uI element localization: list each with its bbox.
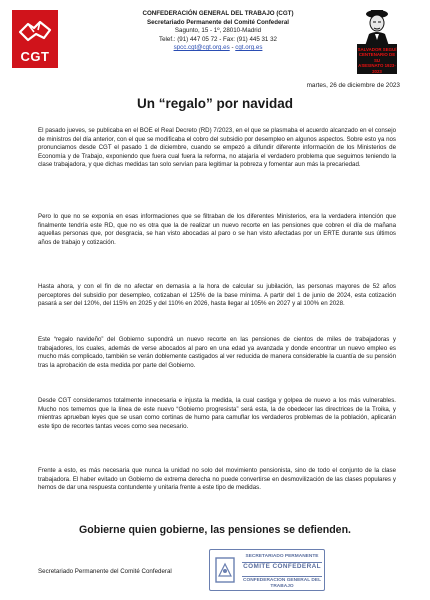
email-link[interactable]: spcc.cgt@cgt.org.es (173, 44, 230, 52)
body-paragraph: Este “regalo navideño” del Gobierno supondrá un nuevo recorte en las pensiones de cientos de miles de trabajadoras y trabajadores, los cuales, además de verse abocados al paro en una edad ya avanzada y donde encontrar un nuevo empleo es mucho más complicado, también se verán doblemente castigados al ver reducida de manera considerable la cuantía de su pensión tras la aprobación de esta medida por parte del Gobierno. (38, 336, 396, 369)
logo-wordmark: CGT (20, 49, 50, 64)
department: Secretariado Permanente del Comité Confederal (146, 18, 289, 26)
stamp-line-2: COMITE CONFEDERAL (243, 563, 321, 570)
address: Sagunto, 15 - 1º, 28010-Madrid (174, 27, 262, 35)
salvador-segui-logo (357, 8, 397, 74)
cgt-logo (12, 10, 58, 68)
body-paragraph: El pasado jueves, se publicaba en el BOE el Real Decreto (RD) 7/2023, en el que se plasmaba el acuerdo alcanzado en el consejo de ministros del día anterior, con el que se modificaba el cobro del subsidio por desempleo en algunos aspectos. Sobre esto ya nos pronunciamos desde CGT el pasado 1 de diciembre, cuando se empezó a difundir diferente información de los Ministerios de Economía y de Trabajo, exponiendo que fuera cual fuera la reforma, no atajaría el verdadero problema que seguimos teniendo la clase trabajadora, y que dichas medidas tan solo servían para legitimar la pobreza y fomentar aun más la precariedad. (38, 127, 396, 169)
portrait-illustration (362, 8, 392, 46)
org-name: CONFEDERACIÓN GENERAL DEL TRABAJO (CGT) (142, 10, 294, 17)
document-title: Un “regalo” por navidad (136, 96, 294, 111)
centenary-badge (357, 44, 397, 74)
closing-slogan: Gobierne quien gobierne, las pensiones se defienden. (79, 524, 351, 536)
stamp-emblem-icon (214, 556, 236, 584)
official-stamp (209, 549, 325, 591)
badge-line-centenary: CENTENARIO DE SU (358, 52, 396, 63)
stamp-line-3: CONFEDERACION GENERAL DEL TRABAJO (243, 578, 321, 589)
website-link[interactable]: cgt.org.es (235, 44, 263, 52)
badge-line-years: ASESINATO 1923-2023 (358, 63, 396, 74)
phone-fax: Telef.: (91) 447 05 72 - Fax: (91) 445 31 32 (159, 35, 277, 43)
handshake-icon (18, 14, 52, 44)
document-date: martes, 26 de diciembre de 2023 (306, 82, 400, 89)
body-paragraph: Frente a esto, es más necesaria que nunca la unidad no solo del movimiento pensionista, sino de todo el conjunto de la clase trabajadora. El haber evitado un Gobierno de extrema derecha no puede convertirse en desmovilización de las clases populares y hemos de dar una respuesta contundente y unitaria frente a este tipo de medidas. (38, 467, 396, 492)
badge-line-name: SALVADOR SEGUÍ (357, 47, 397, 52)
body-paragraph: Pero lo que no se exponía en esas informaciones que se filtraban de los diferentes Ministerios, era la verdadera intención que finalmente tendría este RD, que no es otra que la de realizar un nuevo recorte en las pensiones que cobren el día de mañana aquellas personas que, por desgracia, se han visto abocadas al paro o se han visto afectadas por un ERTE durante sus últimos años de trabajo y cotización. (38, 213, 396, 246)
contact-links (108, 44, 328, 53)
link-separator: - (231, 44, 234, 52)
stamp-line-1: SECRETARIADO PERMANENTE (245, 554, 319, 559)
signature: Secretariado Permanente del Comité Confederal (38, 568, 172, 575)
letterhead (108, 10, 328, 53)
body-paragraph: Hasta ahora, y con el fin de no afectar en demasía a la hora de calcular su jubilación, las personas mayores de 52 años perceptores del subsidio por desempleo, cotizaban el 125% de la base mínima. A partir del 1 de junio de 2024, esta cotización pasará a ser del 120%, del 115% en 2025 y del 110% en 2026, hasta llegar al 105% en 2027 y al 100% en 2028. (38, 283, 396, 308)
stamp-divider (242, 576, 322, 577)
body-paragraph: Desde CGT consideramos totalmente innecesaria e injusta la medida, la cual castiga y golpea de nuevo a los más vulnerables. Mucho nos tememos que la línea de este nuevo “Gobierno progresista” será esta, la de obedecer las directrices de la Troika, y mientras aprueban leyes que se usan como cortinas de humo para camuflar los verdaderos problemas de la población, aplicarán este tipo de recortes tantas veces como sea necesario. (38, 397, 396, 430)
